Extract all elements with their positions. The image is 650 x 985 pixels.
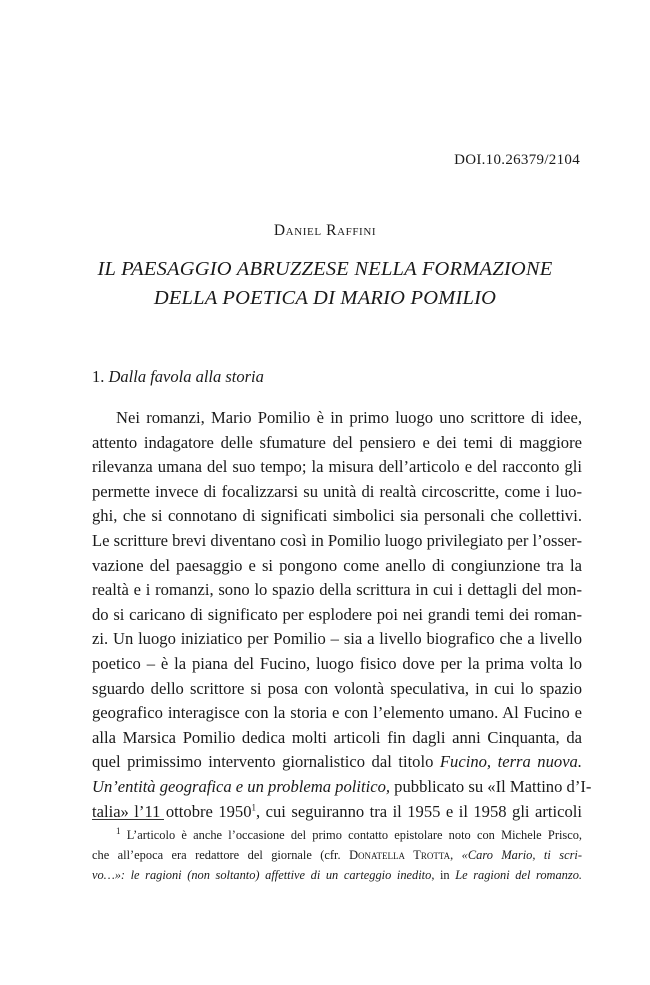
text-fragment: che all’epoca era redattore del giornale (cfr.	[92, 847, 350, 862]
text-line	[92, 775, 592, 800]
text-fragment: ,	[450, 847, 462, 862]
footnote	[92, 826, 582, 885]
cited-author: Donatella Trotta	[349, 847, 451, 862]
text-line: attento indagatore delle sfumature del pensiero e dei temi di maggiore	[92, 432, 582, 452]
doi-label: DOI.10.26379/2104	[454, 152, 580, 168]
text-fragment: quel primissimo intervento giornalistico dal titolo	[92, 752, 434, 772]
footnote-ref[interactable]: 1	[251, 801, 257, 812]
title-line: IL PAESAGGIO ABRUZZESE NELLA FORMAZIONE	[97, 258, 553, 280]
text-line	[92, 800, 582, 825]
text-fragment: L’articolo è anche l’occasione del primo contatto epistolare noto con Michele Prisco,	[120, 828, 582, 842]
text-line: geografico interagisce con la storia e con l’elemento umano. Al Fucino e	[92, 703, 582, 723]
text-line: rilevanza umana del suo tempo; la misura dell’articolo e del racconto gli	[92, 457, 582, 477]
footnote-divider	[92, 819, 164, 820]
footnote-line	[92, 866, 582, 886]
text-fragment: pubblicato su «Il Mattino d’I-	[390, 776, 592, 796]
cited-book-title: Le ragioni del romanzo.	[455, 867, 582, 882]
footnote-line	[92, 846, 582, 866]
section-heading	[92, 367, 264, 387]
text-line: ghi, che si connotano di significati simbolici sia personali che collettivi.	[92, 506, 582, 526]
footnote-line	[92, 826, 582, 846]
section-title: Dalla favola alla storia	[108, 367, 264, 386]
article-title	[60, 255, 590, 313]
text-line: Le scritture brevi diventano così in Pomilio luogo privilegiato per l’osser-	[92, 530, 582, 550]
cited-title: «Caro Mario, ti scri-	[461, 847, 582, 862]
footnote-mark: 1	[116, 825, 121, 836]
text-line: zi. Un luogo iniziatico per Pomilio – sia a livello biografico che a livello	[92, 629, 582, 649]
text-line: permette invece di focalizzarsi su unità di realtà circoscritte, come i luo-	[92, 481, 582, 501]
work-subtitle-italic: Un’entità geografica e un problema politico,	[92, 776, 391, 796]
text-fragment: , in	[431, 867, 456, 882]
text-line: vazione del paesaggio e si pongono come anello di congiunzione tra la	[92, 555, 582, 575]
text-fragment: , cui seguiranno tra il 1955 e il 1958 gli articoli	[256, 801, 582, 821]
text-line: Nei romanzi, Mario Pomilio è in primo luogo uno scrittore di idee,	[116, 408, 582, 427]
body-paragraph	[92, 406, 592, 824]
title-line: DELLA POETICA DI MARIO POMILIO	[153, 287, 497, 309]
text-fragment: talia» l’11 ottobre 1950	[92, 801, 252, 821]
text-line: poetico – è la piana del Fucino, luogo fisico dove per la prima volta lo	[92, 653, 582, 673]
text-line: alla Marsica Pomilio dedica molti articoli fin dagli anni Cinquanta, da	[92, 727, 582, 747]
text-line: sguardo dello scrittore si posa con volontà speculativa, in cui lo spazio	[92, 678, 582, 698]
text-line: do si caricano di significato per esplodere poi nei grandi temi dei roman-	[92, 604, 582, 624]
cited-title: vo…»: le ragioni (non soltanto) affettive di un carteggio inedito	[92, 867, 432, 882]
author-name: Daniel Raffini	[273, 222, 377, 239]
section-number: 1.	[92, 367, 105, 386]
work-title-italic: Fucino, terra nuova.	[439, 752, 583, 772]
text-line	[92, 750, 582, 775]
text-line: realtà e i romanzi, sono lo spazio della scrittura in cui i dettagli del mon-	[92, 580, 582, 600]
